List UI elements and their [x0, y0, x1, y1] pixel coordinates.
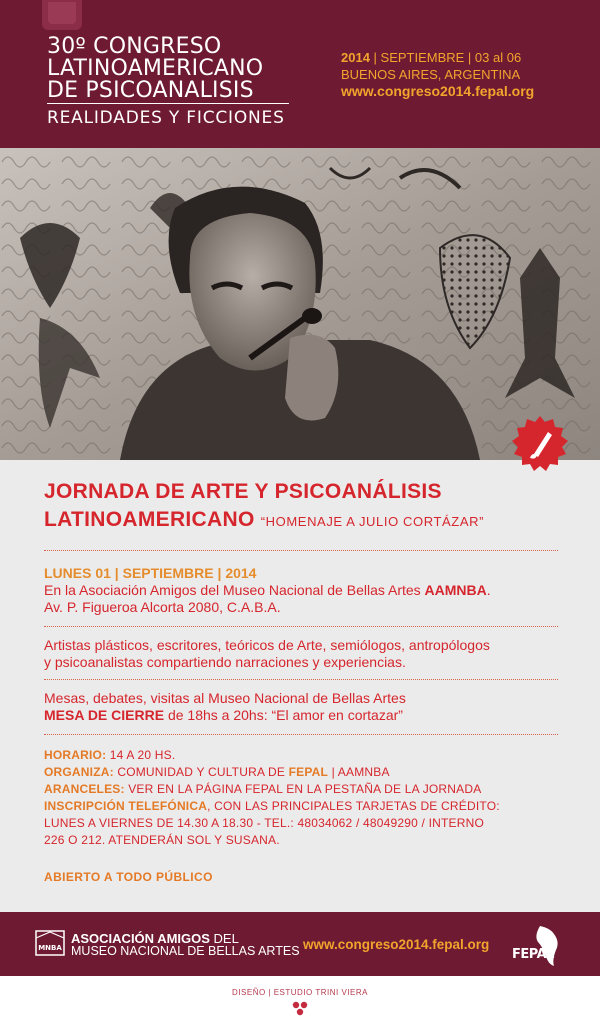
event-date: LUNES 01 | SEPTIEMBRE | 2014 — [44, 565, 257, 581]
footer-museo: MUSEO NACIONAL DE BELLAS ARTES — [71, 944, 300, 958]
mnba-logo — [35, 930, 65, 956]
detail-value: COMUNIDAD Y CULTURA DE — [113, 765, 289, 779]
detail-label: ARANCELES: — [44, 782, 125, 796]
detail-label: ORGANIZA: — [44, 765, 114, 779]
event-cierre-strong: MESA DE CIERRE — [44, 707, 165, 723]
event-description-line: y psicoanalistas compartiendo narraciones y experiencias. — [44, 654, 406, 670]
three-dots-icon — [285, 1000, 315, 1018]
congress-title-line: 30º CONGRESO — [47, 34, 222, 59]
event-details — [44, 747, 500, 849]
design-credit: DISEÑO | ESTUDIO TRINI VIERA — [232, 988, 368, 997]
dotted-divider — [44, 626, 558, 627]
header-tab-inner — [48, 2, 76, 24]
event-venue-prefix: En la Asociación Amigos del Museo Nacional de Bellas Artes — [44, 582, 425, 598]
header-divider — [47, 103, 289, 104]
detail-value: 14 A 20 HS. — [106, 748, 176, 762]
detail-organiza — [44, 764, 500, 781]
detail-horarios-tel: LUNES A VIERNES DE 14.30 A 18.30 - TEL.: 48034062 / 48049290 / INTERNO — [44, 816, 485, 830]
event-cierre — [44, 707, 406, 724]
detail-value: , CON LAS PRINCIPALES TARJETAS DE CRÉDITO: — [207, 799, 500, 813]
mnba-logo-text: MNBA — [38, 944, 62, 952]
header-date-rest: | SEPTIEMBRE | 03 al 06 — [369, 50, 522, 65]
detail-fepal: FEPAL — [288, 765, 329, 779]
event-title: JORNADA DE ARTE Y PSICOANÁLISIS — [44, 480, 442, 503]
dotted-divider — [44, 734, 558, 735]
event-homenaje: “HOMENAJE A JULIO CORTÁZAR” — [260, 514, 485, 529]
fepal-logo — [510, 924, 562, 968]
detail-label: INSCRIPCIÓN TELEFÓNICA — [44, 799, 208, 813]
event-program — [44, 690, 406, 724]
header-location: BUENOS AIRES, ARGENTINA — [341, 67, 521, 82]
event-address: Av. P. Figueroa Alcorta 2080, C.A.B.A. — [44, 599, 281, 615]
detail-label: HORARIO: — [44, 748, 107, 762]
event-venue-strong: AAMNBA — [424, 582, 487, 598]
congress-title-line: LATINOAMERICANO — [47, 56, 264, 81]
congress-title — [47, 36, 297, 102]
congress-title-line: DE PSICOANALISIS — [47, 78, 254, 103]
header-date — [341, 49, 534, 66]
footer-asociacion-strong: ASOCIACIÓN AMIGOS — [71, 931, 210, 946]
event-title-line2 — [44, 508, 484, 532]
event-description-line: Artistas plásticos, escritores, teóricos de Arte, semiólogos, antropólogos — [44, 637, 490, 653]
event-venue — [44, 582, 491, 599]
fepal-logo-text: FEPAL — [512, 947, 554, 962]
header-info — [341, 49, 534, 100]
cortazar-photo — [0, 148, 600, 460]
event-cierre-rest: de 18hs a 20hs: “El amor en cortazar” — [164, 707, 403, 723]
detail-aranceles — [44, 781, 500, 798]
detail-value: | AAMNBA — [328, 765, 390, 779]
detail-inscripcion — [44, 798, 500, 815]
event-title-latam: LATINOAMERICANO — [44, 508, 255, 531]
header-tab — [42, 0, 82, 30]
event-venue-suffix: . — [486, 582, 491, 598]
footer-url-link[interactable]: www.congreso2014.fepal.org — [303, 937, 490, 952]
open-to-public: ABIERTO A TODO PÚBLICO — [44, 870, 213, 884]
event-date-venue — [44, 565, 491, 616]
dotted-divider — [44, 679, 558, 680]
footer-asociacion-del: DEL — [209, 931, 239, 946]
dotted-divider — [44, 550, 558, 551]
event-mesas: Mesas, debates, visitas al Museo Nacional de Bellas Artes — [44, 690, 406, 706]
detail-value: VER EN LA PÁGINA FEPAL EN LA PESTAÑA DE LA JORNADA — [124, 782, 482, 796]
event-description — [44, 637, 490, 671]
congress-subtitle: REALIDADES Y FICCIONES — [47, 108, 285, 128]
detail-atenderan: 226 O 212. ATENDERÁN SOL Y SUSANA. — [44, 833, 280, 847]
paintbrush-icon — [512, 416, 568, 472]
header-url-link[interactable]: www.congreso2014.fepal.org — [341, 83, 535, 99]
detail-horario — [44, 747, 500, 764]
header-year: 2014 — [341, 50, 370, 65]
